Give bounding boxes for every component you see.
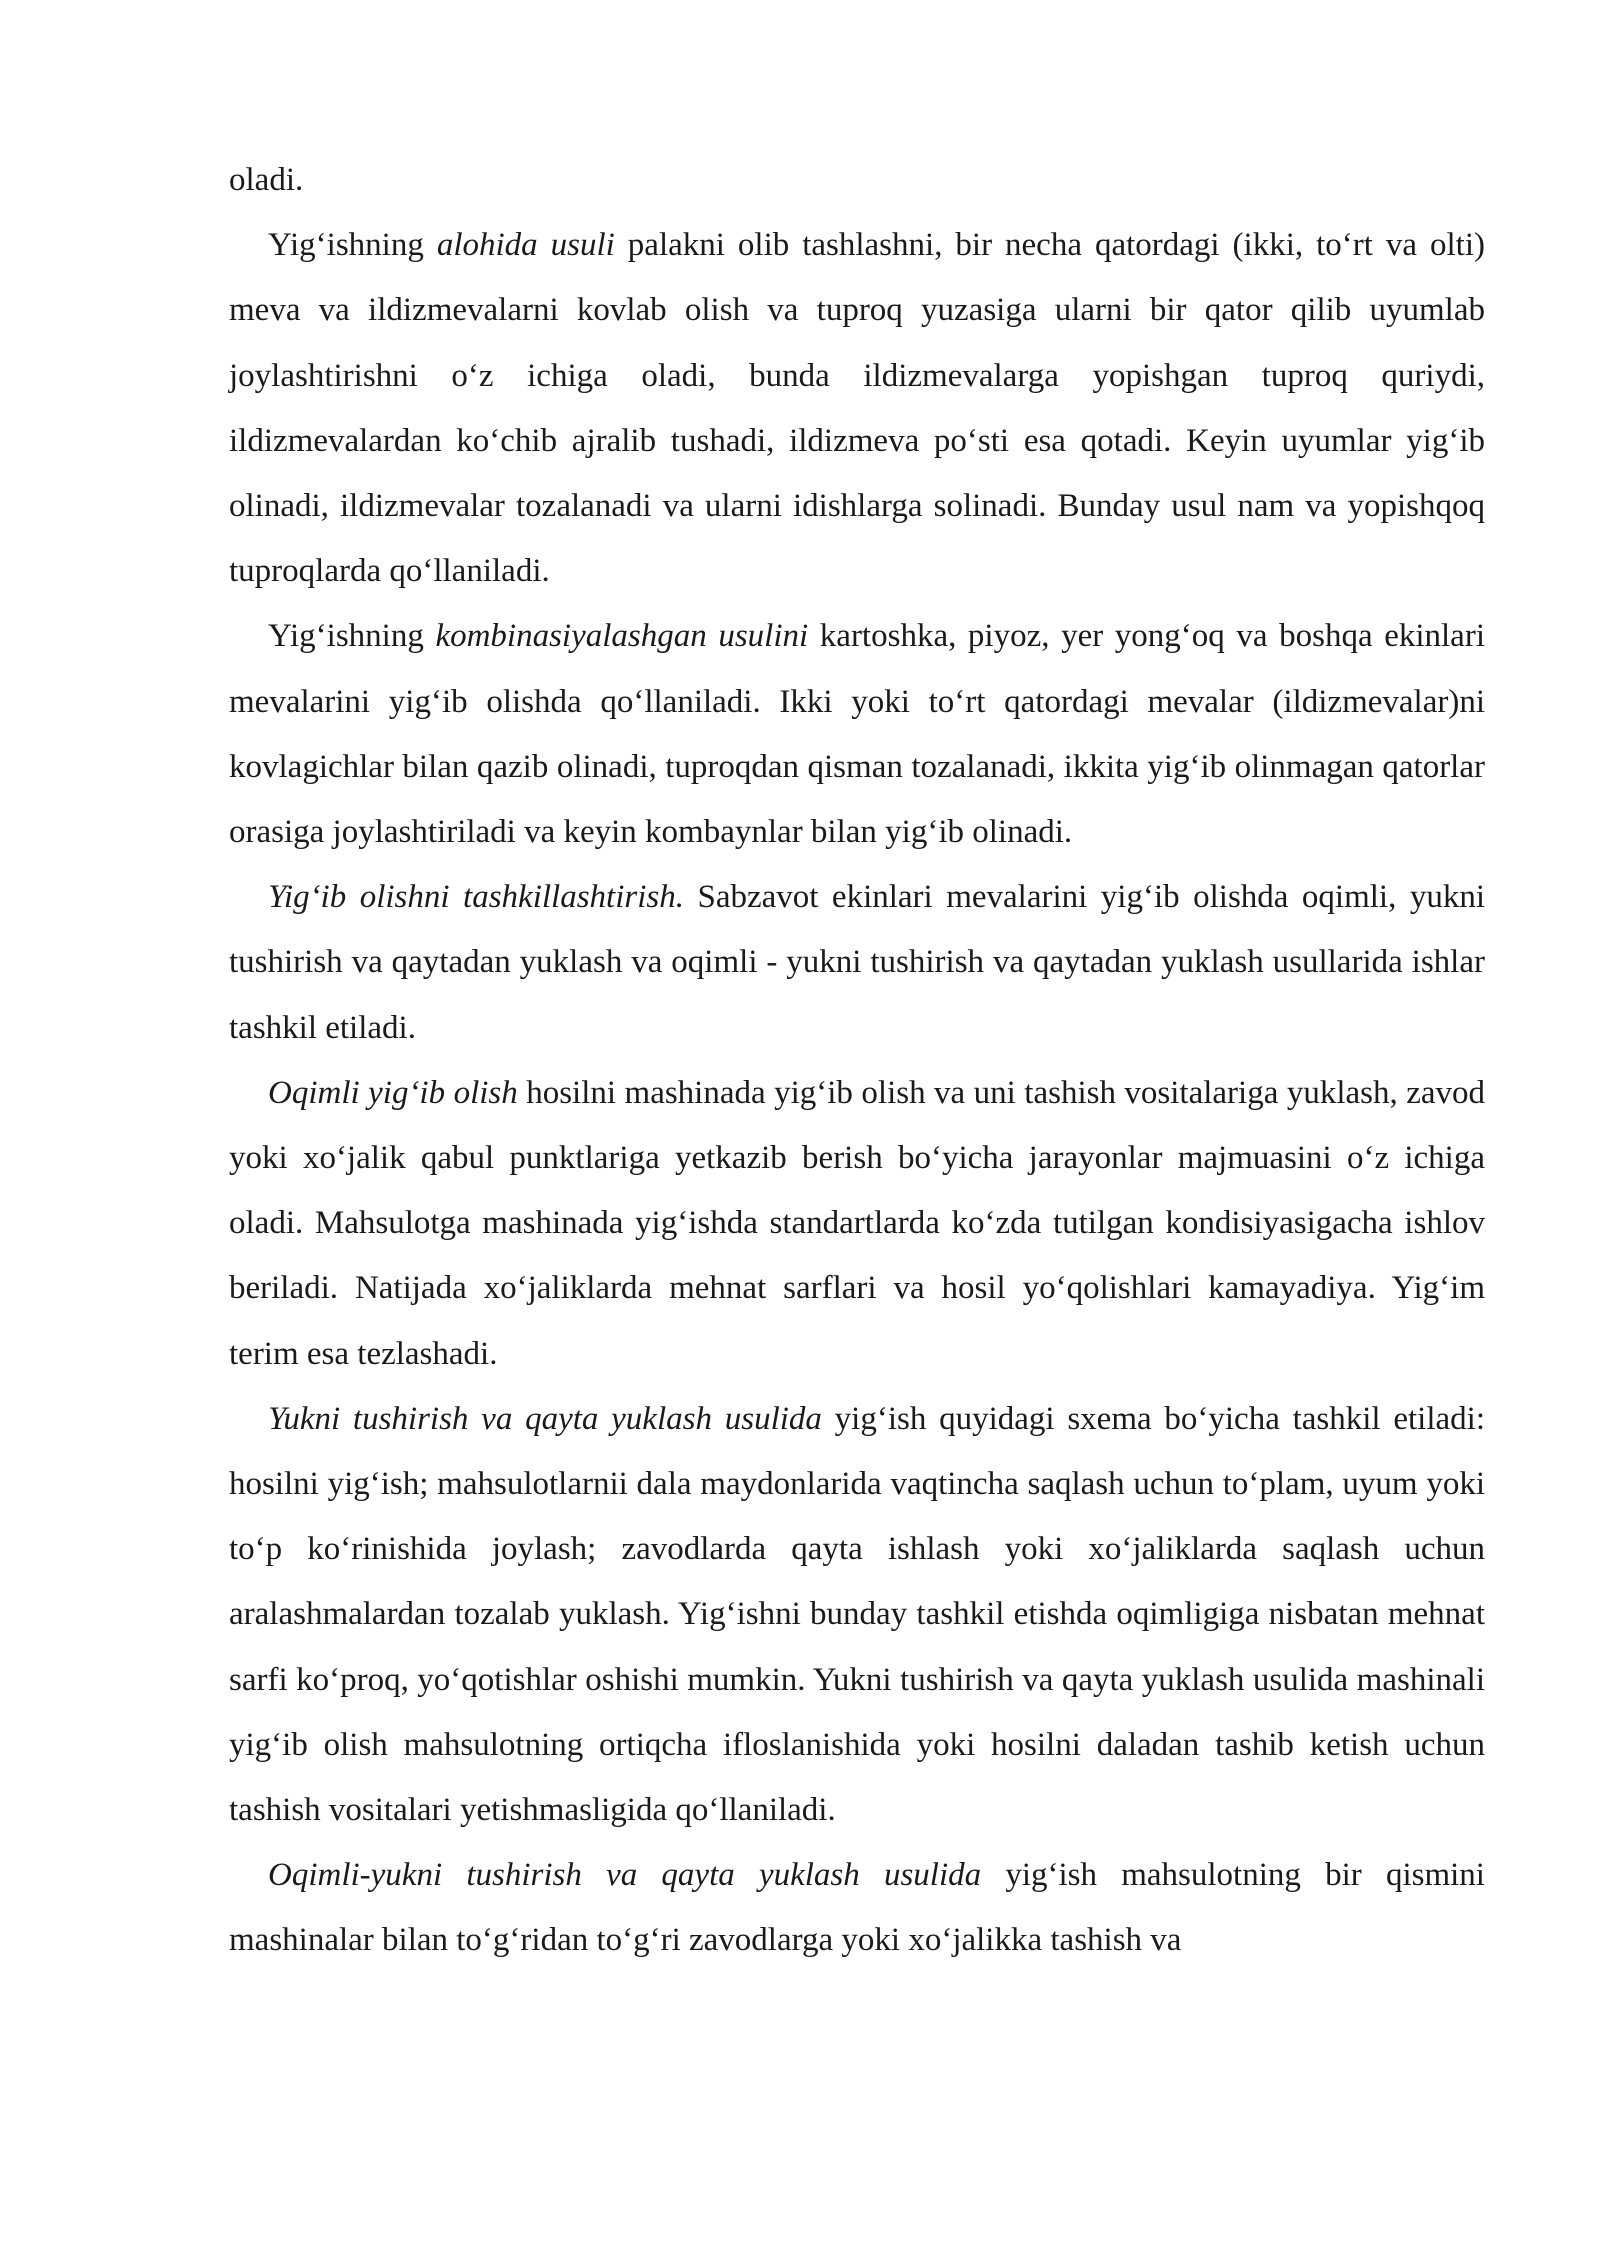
paragraph-alohida-usuli bbox=[229, 213, 1485, 604]
italic-term: Yukni tushirish va qayta yuklash usulida bbox=[268, 1400, 822, 1437]
italic-term: Oqimli yig‘ib olish bbox=[268, 1074, 518, 1111]
paragraph-oqimli-yukni-tushirish bbox=[229, 1843, 1485, 1973]
paragraph-text: palakni olib tashlashni, bir necha qatordagi (ikki, to‘rt va olti) meva va ildizmevalarni kovlab olish va tuproq yuzasiga ularni bir qator qilib uyumlab joylashtirishni o‘z ichiga oladi, bunda ildizmevalarga yopishgan tuproq quriydi, ildizmevalardan ko‘chib ajralib tushadi, ildizmeva po‘sti esa qotadi. Keyin uyumlar yig‘ib olinadi, ildizmevalar tozalanadi va ularni idishlarga solinadi. Bunday usul nam va yopishqoq tuproqlarda qo‘llaniladi. bbox=[229, 227, 1485, 590]
italic-term: Oqimli-yukni tushirish va qayta yuklash usulida bbox=[268, 1857, 982, 1894]
document-page bbox=[229, 148, 1485, 1974]
paragraph-yukni-tushirish bbox=[229, 1387, 1485, 1843]
paragraph-text: hosilni mashinada yig‘ib olish va uni tashish vositalariga yuklash, zavod yoki xo‘jalik qabul punktlariga yetkazib berish bo‘yicha jarayonlar majmuasini o‘z ichiga oladi. Mahsulotga mashinada yig‘ishda standartlarda ko‘zda tutilgan kondisiyasigacha ishlov beriladi. Natijada xo‘jaliklarda mehnat sarflari va hosil yo‘qolishlari kamayadiya. Yig‘im terim esa tezlashadi. bbox=[229, 1074, 1485, 1372]
paragraph-kombinasiyalashgan-usuli bbox=[229, 604, 1485, 865]
paragraph-prefix: Yig‘ishning bbox=[268, 227, 437, 264]
italic-term: Yig‘ib olishni tashkillashtirish. bbox=[268, 879, 684, 916]
paragraph-tashkillashtirish bbox=[229, 865, 1485, 1061]
paragraph-text: kartoshka, piyoz, yer yong‘oq va boshqa ekinlari mevalarini yig‘ib olishda qo‘llaniladi. Ikki yoki to‘rt qatordagi mevalar (ildizmevalar)ni kovlagichlar bilan qazib olinadi, tuproqdan qisman tozalanadi, ikkita yig‘ib olinmagan qatorlar orasiga joylashtiriladi va keyin kombaynlar bilan yig‘ib olinadi. bbox=[229, 618, 1485, 851]
italic-term: kombinasiyalashgan usulini bbox=[435, 618, 809, 655]
paragraph-prefix: Yig‘ishning bbox=[268, 618, 436, 655]
paragraph-oqimli-yigib-olish bbox=[229, 1061, 1485, 1387]
paragraph-continuation bbox=[229, 148, 1485, 213]
paragraph-text: Sabzavot ekinlari mevalarini yig‘ib olishda oqimli, yukni tushirish va qaytadan yuklash va oqimli - yukni tushirish va qaytadan yuklash usullarida ishlar tashkil etiladi. bbox=[229, 879, 1485, 1046]
italic-term: alohida usuli bbox=[436, 227, 615, 264]
paragraph-text: oladi. bbox=[229, 162, 304, 198]
paragraph-text: yig‘ish mahsulotning bir qismini mashinalar bilan to‘g‘ridan to‘g‘ri zavodlarga yoki xo‘jalikka tashish va bbox=[229, 1857, 1485, 1959]
paragraph-text: yig‘ish quyidagi sxema bo‘yicha tashkil etiladi: hosilni yig‘ish; mahsulotlarnii dala maydonlarida vaqtincha saqlash uchun to‘plam, uyum yoki to‘p ko‘rinishida joylash; zavodlarda qayta ishlash yoki xo‘jaliklarda saqlash uchun aralashmalardan tozalab yuklash. Yig‘ishni bunday tashkil etishda oqimligiga nisbatan mehnat sarfi ko‘proq, yo‘qotishlar oshishi mumkin. Yukni tushirish va qayta yuklash usulida mashinali yig‘ib olish mahsulotning ortiqcha ifloslanishida yoki hosilni daladan tashib ketish uchun tashish vositalari yetishmasligida qo‘llaniladi. bbox=[229, 1400, 1485, 1829]
